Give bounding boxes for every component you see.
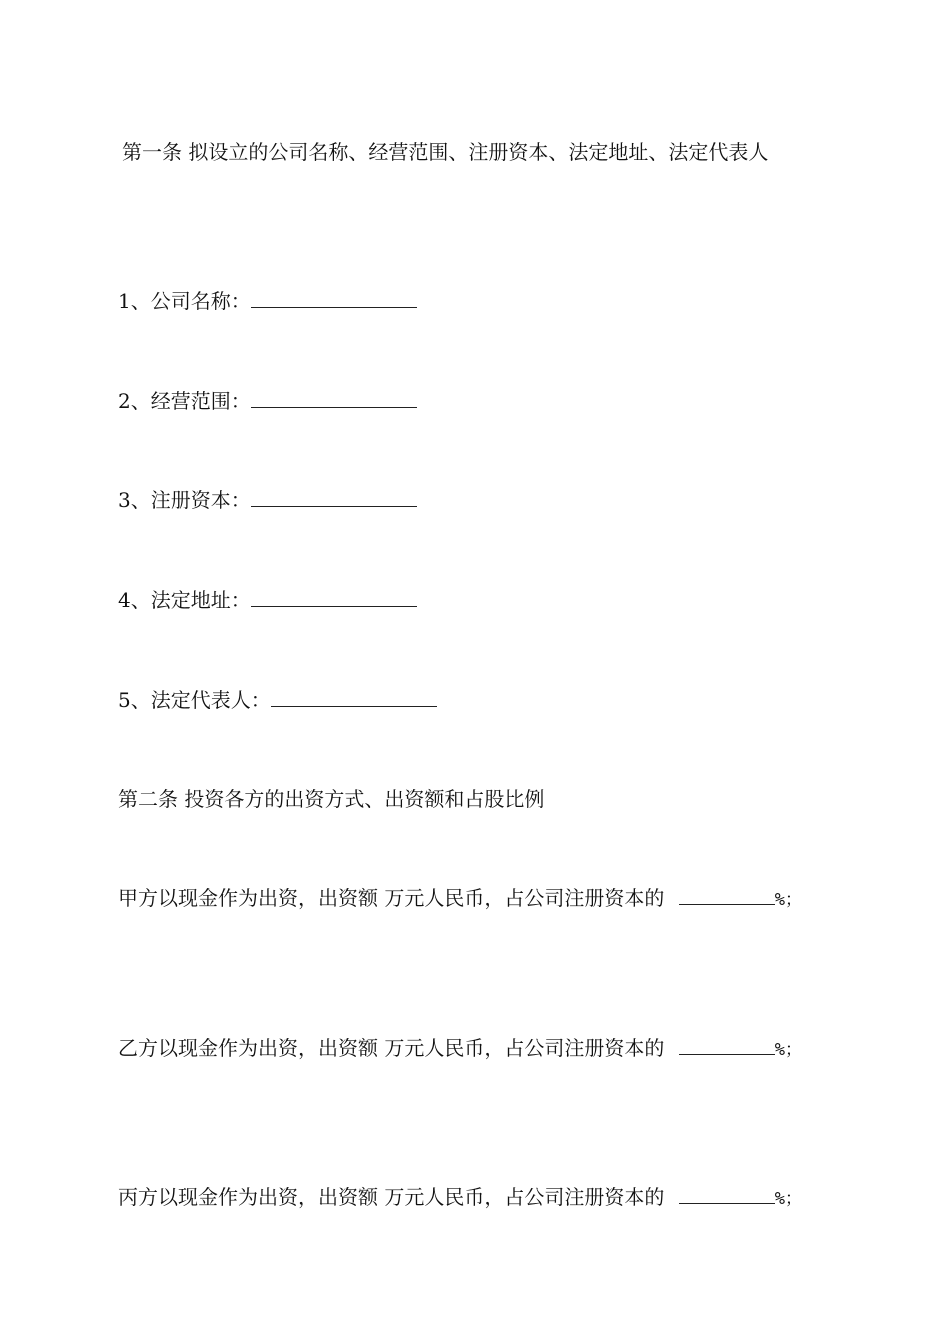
- fill-blank[interactable]: [251, 289, 417, 308]
- percent-suffix: %；: [774, 1189, 802, 1209]
- clause-text: 乙方以现金作为出资，出资额 万元人民币，占公司注册资本的: [118, 1036, 665, 1060]
- percent-blank[interactable]: [679, 886, 775, 905]
- item-label: 2、经营范围：: [118, 389, 251, 413]
- clause-text: 甲方以现金作为出资，出资额 万元人民币，占公司注册资本的: [118, 886, 665, 910]
- item-business-scope: [118, 389, 417, 413]
- item-registered-capital: [118, 488, 417, 512]
- item-legal-representative: [118, 688, 437, 712]
- clause-text: 丙方以现金作为出资，出资额 万元人民币，占公司注册资本的: [118, 1185, 665, 1209]
- fill-blank[interactable]: [251, 389, 417, 408]
- item-label: 1、公司名称：: [118, 289, 251, 313]
- item-company-name: [118, 289, 417, 313]
- percent-blank[interactable]: [679, 1036, 775, 1055]
- item-label: 5、法定代表人：: [118, 688, 271, 712]
- percent-blank[interactable]: [679, 1185, 775, 1204]
- percent-suffix: %；: [774, 890, 802, 910]
- clause-party-c: [118, 1185, 802, 1211]
- item-label: 3、注册资本：: [118, 488, 251, 512]
- article-1-heading: 第一条 拟设立的公司名称、经营范围、注册资本、法定地址、法定代表人: [122, 140, 769, 164]
- fill-blank[interactable]: [251, 588, 417, 607]
- clause-party-b: [118, 1036, 802, 1062]
- item-label: 4、法定地址：: [118, 588, 251, 612]
- item-legal-address: [118, 588, 417, 612]
- percent-suffix: %；: [774, 1040, 802, 1060]
- fill-blank[interactable]: [251, 488, 417, 507]
- fill-blank[interactable]: [271, 688, 437, 707]
- clause-party-a: [118, 886, 802, 912]
- article-2-heading: 第二条 投资各方的出资方式、出资额和占股比例: [118, 787, 545, 811]
